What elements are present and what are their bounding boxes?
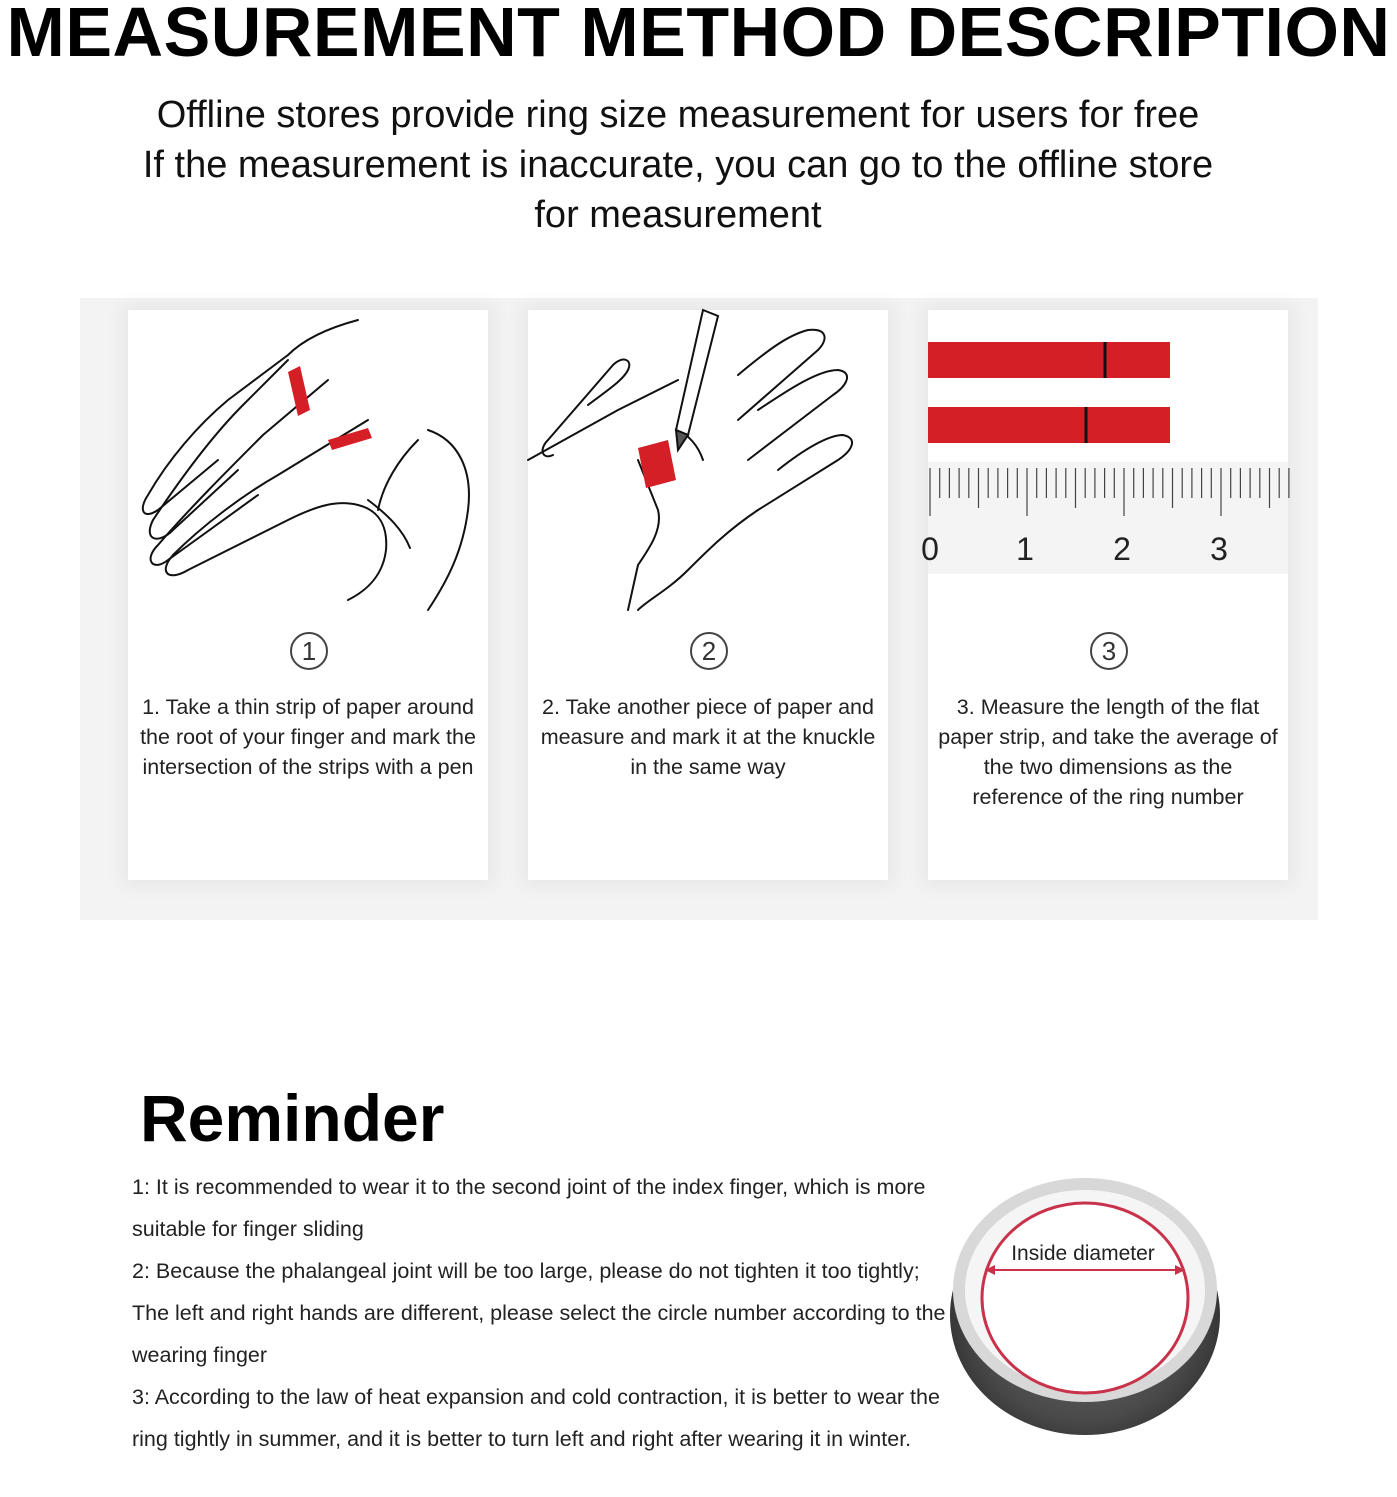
page-title: MEASUREMENT METHOD DESCRIPTION (6, 0, 1391, 71)
ring-diameter-diagram (940, 1150, 1230, 1440)
step-text-2: 2. Take another piece of paper and measure and mark it at the knuckle in the same way (540, 695, 876, 779)
step-number-2: 2 (690, 632, 728, 670)
step-text-1: 1. Take a thin strip of paper around the root of your finger and mark the intersection of the strips with a pen (140, 695, 476, 779)
ruler-label-3: 3 (1210, 531, 1228, 567)
subtitle (98, 90, 1258, 240)
reminder-item-3: 3: According to the law of heat expansion and cold contraction, it is better to wear the ring tightly in summer, and it is better to turn left and right after wearing it in winter. (132, 1385, 940, 1451)
step-text-3: 3. Measure the length of the flat paper strip, and take the average of the two dimensions as the reference of the ring number (938, 695, 1278, 809)
step-card-1 (128, 310, 488, 880)
ruler-label-1: 1 (1016, 531, 1034, 567)
step-card-2 (528, 310, 888, 880)
paper-strip-2 (928, 407, 1170, 443)
hand-strip-illustration (128, 310, 488, 610)
reminder-title: Reminder (140, 1081, 445, 1155)
ruler-label-0: 0 (921, 531, 939, 567)
steps-panel (80, 298, 1318, 920)
step-number-3: 3 (1090, 632, 1128, 670)
paper-strip-1 (928, 342, 1170, 378)
reminder-item-2: 2: Because the phalangeal joint will be too large, please do not tighten it too tightly; The left and right hands are different, please select the circle number according to the wearing finger (132, 1259, 946, 1367)
inside-diameter-label: Inside diameter (1011, 1242, 1155, 1265)
ruler-label-2: 2 (1113, 531, 1131, 567)
step-card-3 (921, 310, 1288, 880)
subtitle-line-3: for measurement (534, 194, 822, 236)
step-number-1: 1 (290, 632, 328, 670)
reminder-list (132, 1166, 952, 1460)
reminder-item-1: 1: It is recommended to wear it to the second joint of the index finger, which is more suitable for finger sliding (132, 1175, 926, 1241)
ruler (928, 462, 1288, 574)
subtitle-line-2: If the measurement is inaccurate, you can go to the offline store (142, 144, 1214, 186)
hand-pen-illustration (528, 310, 888, 610)
ruler-illustration (921, 310, 1288, 610)
subtitle-line-1: Offline stores provide ring size measurement for users for free (156, 94, 1200, 136)
